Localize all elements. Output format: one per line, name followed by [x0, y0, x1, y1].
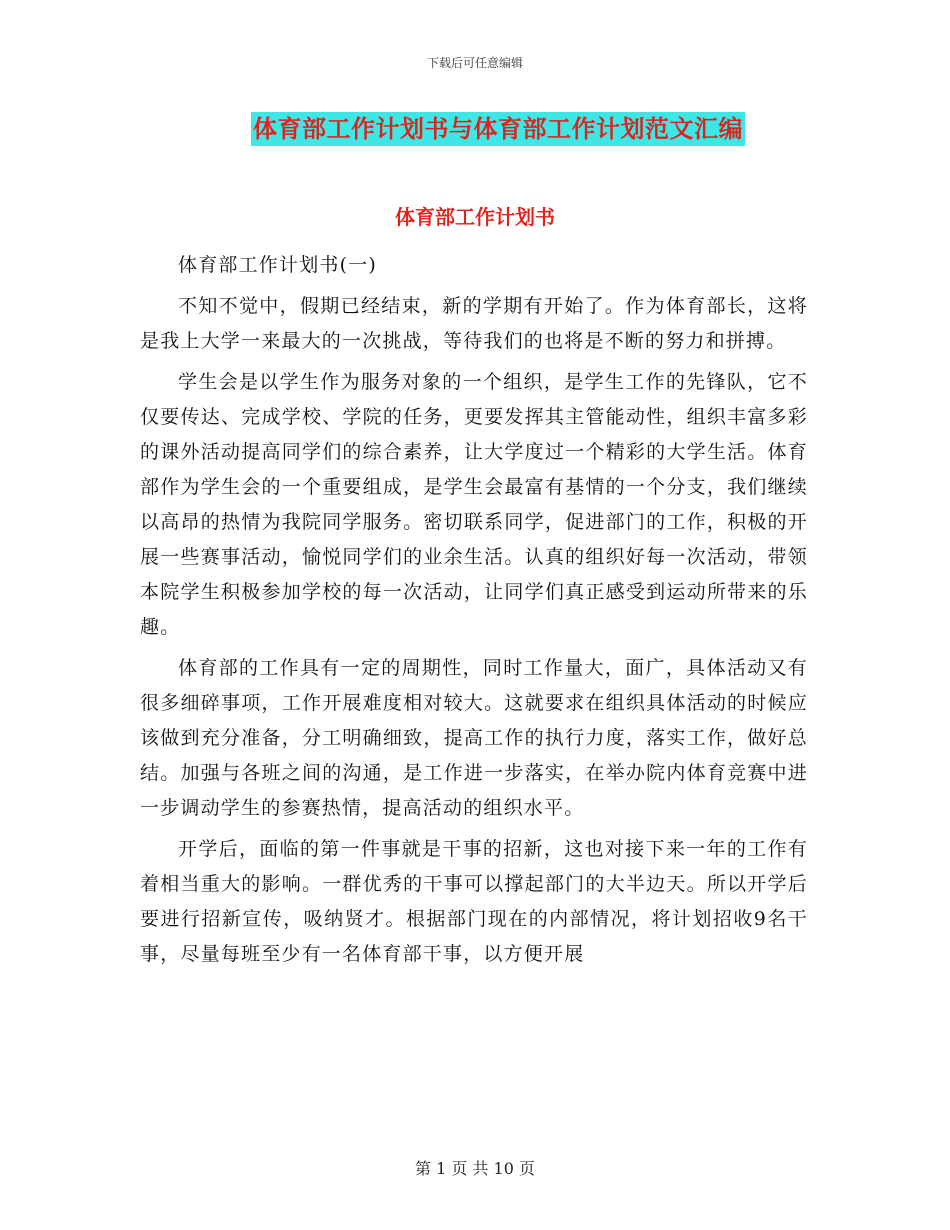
page-footer: 第 1 页 共 10 页	[415, 1159, 535, 1178]
document-title: 体育部工作计划书与体育部工作计划范文汇编	[251, 112, 745, 146]
main-title-container	[0, 112, 950, 146]
paragraph: 开学后，面临的第一件事就是干事的招新，这也对接下来一年的工作有着相当重大的影响。一群优秀的干事可以撑起部门的大半边天。所以开学后要进行招新宣传，吸纳贤才。根据部门现在的内部情况，将计划招收9名干事，尽量每班至少有一名体育部干事，以方便开展	[140, 838, 808, 965]
paragraph: 学生会是以学生作为服务对象的一个组织，是学生工作的先锋队，它不仅要传达、完成学校、学院的任务，更要发挥其主管能动性，组织丰富多彩的课外活动提高同学们的综合素养，让大学度过一个精彩的大学生活。体育部作为学生会的一个重要组成，是学生会最富有基情的一个分支，我们继续以高昂的热情为我院同学服务。密切联系同学，促进部门的工作，积极的开展一些赛事活动，愉悦同学们的业余生活。认真的组织好每一次活动，带领本院学生积极参加学校的每一次活动，让同学们真正感受到运动所带来的乐趣。	[140, 371, 808, 638]
header-note: 下载后可任意编辑	[426, 56, 523, 70]
paragraph: 不知不觉中，假期已经结束，新的学期有开始了。作为体育部长，这将是我上大学一来最大的一次挑战，等待我们的也将是不断的努力和拼搏。	[140, 295, 808, 352]
section-title: 体育部工作计划书	[395, 205, 555, 229]
paragraph-subtitle: 体育部工作计划书(一)	[178, 254, 378, 276]
paragraph: 体育部的工作具有一定的周期性，同时工作量大，面广，具体活动又有很多细碎事项，工作开展难度相对较大。这就要求在组织具体活动的时候应该做到充分准备，分工明确细致，提高工作的执行力度，落实工作，做好总结。加强与各班之间的沟通，是工作进一步落实，在举办院内体育竞赛中进一步调动学生的参赛热情，提高活动的组织水平。	[140, 657, 808, 819]
body-text	[140, 248, 808, 978]
